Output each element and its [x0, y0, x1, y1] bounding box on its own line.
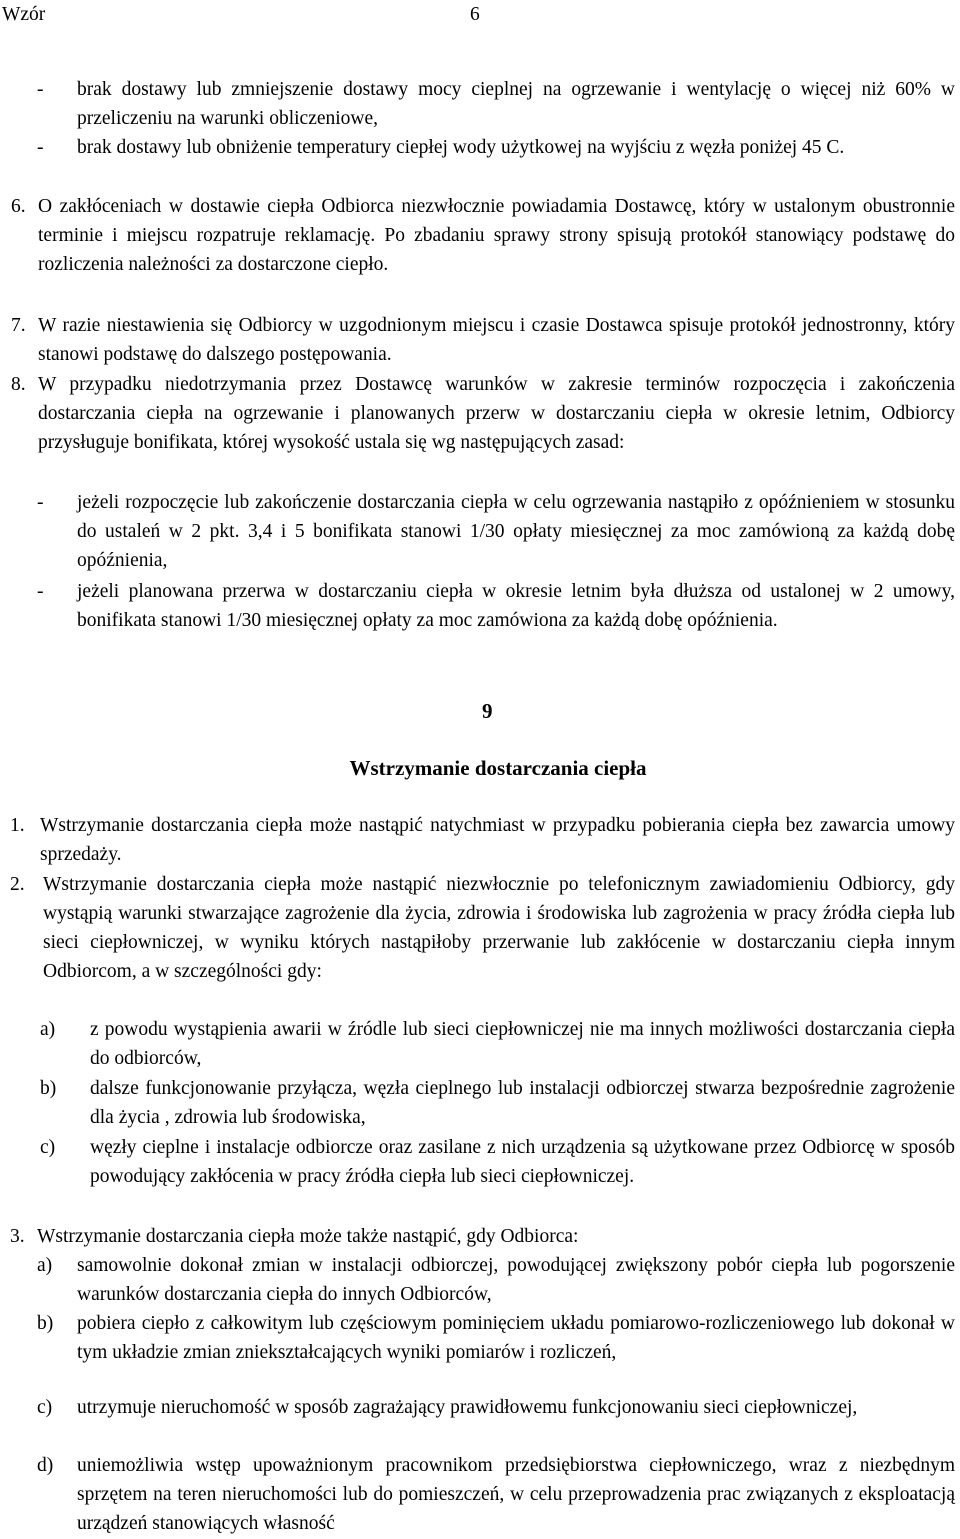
list-marker: a): [40, 1019, 56, 1040]
list-marker: d): [37, 1455, 54, 1476]
list-item: [37, 1393, 955, 1422]
list-marker: c): [37, 1397, 53, 1418]
list-item-text: Wstrzymanie dostarczania ciepła może nastąpić niezwłocznie po telefonicznym zawiadomieniu Odbiorcy, gdy wystąpią warunki stwarzające zagrożenie dla życia, zdrowia i środowiska lub zagrożenia w pracy źródła ciepła lub sieci ciepłowniczej, w wyniku których nastąpiłoby przerwanie lub zakłócenie w dostarczaniu ciepła innym Odbiorcom, a w szczególności gdy:: [43, 874, 955, 982]
list-item: [40, 1074, 955, 1132]
list-item: [11, 370, 955, 457]
list-item-text: brak dostawy lub obniżenie temperatury ciepłej wody użytkowej na wyjściu z węzła poniżej 45 C.: [77, 137, 845, 158]
list-marker: -: [37, 137, 44, 158]
list-item: [37, 1451, 955, 1538]
list-item: [37, 577, 955, 635]
list-marker: 3.: [10, 1226, 25, 1247]
list-marker: c): [40, 1137, 56, 1158]
list-item-text: dalsze funkcjonowanie przyłącza, węzła cieplnego lub instalacji odbiorczej stwarza bezpośrednie zagrożenie dla życia , zdrowia lub środowiska,: [90, 1078, 955, 1128]
list-marker: 1.: [10, 815, 25, 836]
list-item-text: W razie niestawienia się Odbiorcy w uzgodnionym miejscu i czasie Dostawca spisuje protokół jednostronny, który stanowi podstawę do dalszego postępowania.: [38, 315, 955, 365]
list-marker: b): [37, 1313, 54, 1334]
list-item-text: brak dostawy lub zmniejszenie dostawy mocy cieplnej na ogrzewanie i wentylację o więcej niż 60% w przeliczeniu na warunki obliczeniowe,: [77, 79, 955, 129]
list-item: [10, 811, 955, 869]
list-item-text: Wstrzymanie dostarczania ciepła może nastąpić natychmiast w przypadku pobierania ciepła bez zawarcia umowy sprzedaży.: [40, 815, 955, 865]
list-marker: -: [37, 492, 44, 513]
list-item: [37, 488, 955, 575]
page-number: 6: [470, 4, 480, 25]
list-item: [40, 1133, 955, 1191]
list-item: [11, 311, 955, 369]
list-item: [37, 75, 955, 133]
list-item-text: W przypadku niedotrzymania przez Dostawcę warunków w zakresie terminów rozpoczęcia i zakończenia dostarczania ciepła na ogrzewanie i planowanych przerw w dostarczaniu ciepła w okresie letnim, Odbiorcy przysługuje bonifikata, której wysokość ustala się wg następujących zasad:: [38, 374, 955, 453]
list-item-text: z powodu wystąpienia awarii w źródle lub sieci ciepłowniczej nie ma innych możliwości dostarczania ciepła do odbiorców,: [90, 1019, 955, 1069]
list-item: [10, 1222, 955, 1251]
list-item: [11, 192, 955, 279]
list-item-text: węzły cieplne i instalacje odbiorcze oraz zasilane z nich urządzenia są użytkowane przez Odbiorcę w sposób powodujący zakłócenia w pracy źródła ciepła lub sieci ciepłowniczej.: [90, 1137, 955, 1187]
list-item-text: jeżeli planowana przerwa w dostarczaniu ciepła w okresie letnim była dłuższa od ustalonej w 2 umowy, bonifikata stanowi 1/30 miesięcznej opłaty za moc zamówiona za każdą dobę opóźnienia.: [77, 581, 955, 631]
list-marker: a): [37, 1255, 53, 1276]
list-item-text: samowolnie dokonał zmian w instalacji odbiorczej, powodującej zwiększony pobór ciepła lub pogorszenie warunków dostarczania ciepła do innych Odbiorców,: [77, 1255, 955, 1305]
list-item: [37, 133, 955, 162]
section-number: 9: [482, 699, 493, 723]
list-item: [37, 1251, 955, 1309]
list-marker: b): [40, 1078, 57, 1099]
page-header: [0, 0, 960, 30]
list-item-text: uniemożliwia wstęp upoważnionym pracownikom przedsiębiorstwa ciepłowniczego, wraz z niezbędnym sprzętem na teren nieruchomości lub do pomieszczeń, w celu przeprowadzenia prac związanych z eksploatacją urządzeń stanowiących własność: [77, 1455, 955, 1534]
list-marker: 7.: [11, 315, 26, 336]
header-title: Wzór: [2, 4, 46, 25]
list-item: [10, 870, 955, 986]
list-item-text: jeżeli rozpoczęcie lub zakończenie dostarczania ciepła w celu ogrzewania nastąpiło z opóźnieniem w stosunku do ustaleń w 2 pkt. 3,4 i 5 bonifikata stanowi 1/30 opłaty miesięcznej za moc zamówioną za każdą dobę opóźnienia,: [77, 492, 955, 571]
list-marker: -: [37, 79, 44, 100]
list-item-text: pobiera ciepło z całkowitym lub częściowym pominięciem układu pomiarowo-rozliczeniowego lub dokonał w tym układzie zmian zniekształcających wyniki pomiarów i rozliczeń,: [77, 1313, 955, 1363]
section-title: Wstrzymanie dostarczania ciepła: [349, 756, 647, 780]
list-item-text: O zakłóceniach w dostawie ciepła Odbiorca niezwłocznie powiadamia Dostawcę, który w ustalonym obustronnie terminie i miejscu rozpatruje reklamację. Po zbadaniu sprawy strony spisują protokół stanowiący podstawę do rozliczenia należności za dostarczone ciepło.: [38, 196, 955, 275]
list-marker: 8.: [11, 374, 26, 395]
list-item: [37, 1309, 955, 1367]
list-marker: 2.: [10, 874, 25, 895]
list-marker: 6.: [11, 196, 26, 217]
list-item-text: utrzymuje nieruchomość w sposób zagrażający prawidłowemu funkcjonowaniu sieci ciepłowniczej,: [77, 1397, 858, 1418]
list-item: [40, 1015, 955, 1073]
list-item-text: Wstrzymanie dostarczania ciepła może także nastąpić, gdy Odbiorca:: [37, 1226, 579, 1247]
list-marker: -: [37, 581, 44, 602]
